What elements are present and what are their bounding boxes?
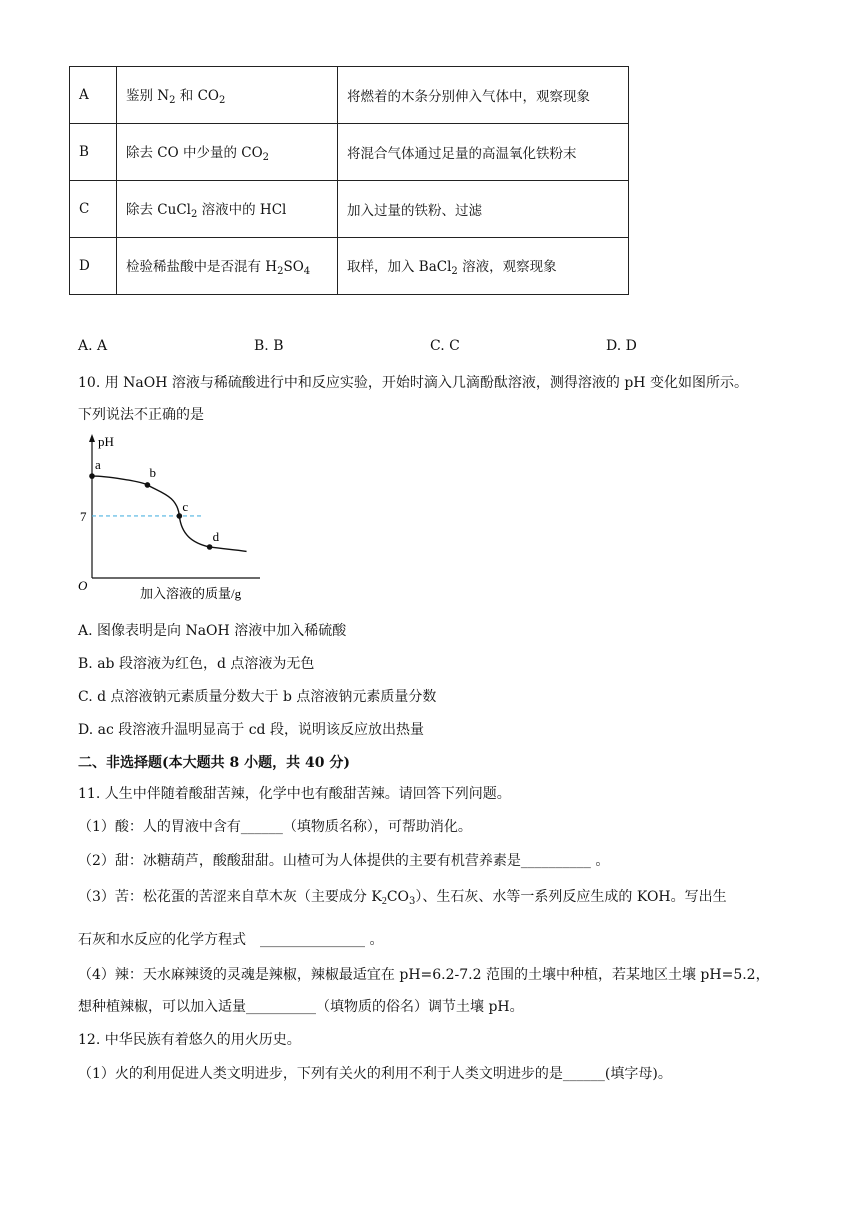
- row-purpose: 除去 CO 中少量的 $CO_2$: [117, 124, 338, 181]
- q9-choice-b[interactable]: B. B: [254, 338, 284, 354]
- options-table: [69, 66, 629, 295]
- q11-stem: 11. 人生中伴随着酸甜苦辣，化学中也有酸甜苦辣。请回答下列问题。: [78, 786, 511, 802]
- row-purpose: 鉴别 $N_2$ 和 $CO_2$: [117, 67, 338, 124]
- row-method: 取样，加入 BaCl$_2$ 溶液，观察现象: [338, 238, 629, 295]
- q9-choice-d[interactable]: D. D: [606, 338, 637, 354]
- row-method: 将燃着的木条分别伸入气体中，观察现象: [338, 67, 629, 124]
- table-row: [70, 238, 629, 295]
- point-label-b: b: [149, 464, 156, 480]
- chart-marks: [80, 457, 247, 551]
- row-method: 加入过量的铁粉、过滤: [338, 181, 629, 238]
- table-row: [70, 181, 629, 238]
- row-purpose: 除去 CuCl$_2$ 溶液中的 HCl: [117, 181, 338, 238]
- q11-part4-line1: （4）辣：天水麻辣烫的灵魂是辣椒，辣椒最适宜在 pH=6.2-7.2 范围的土壤中种植，若某地区土壤 pH=5.2，: [78, 967, 770, 983]
- point-label-a: a: [95, 457, 101, 473]
- table-row: [70, 67, 629, 124]
- q12-part1: （1）火的利用促进人类文明进步，下列有关火的利用不利于人类文明进步的是______(填字母)。: [78, 1066, 672, 1082]
- q9-choice-a[interactable]: A. A: [78, 338, 108, 354]
- row-key: A: [70, 67, 117, 124]
- point-a: [89, 473, 95, 479]
- q11-part3-line1: （3）苦：松花蛋的苦涩来自草木灰（主要成分 $K_2CO_3$）、生石灰、水等一系列反应生成的 KOH。写出生: [78, 889, 727, 907]
- row-purpose: 检验稀盐酸中是否混有 $H_2SO_4$: [117, 238, 338, 295]
- row-key: C: [70, 181, 117, 238]
- point-b: [145, 482, 151, 488]
- section-title: 二、非选择题(本大题共 8 小题，共 40 分): [78, 755, 350, 771]
- q10-stem-line1: 10. 用 NaOH 溶液与稀硫酸进行中和反应实验，开始时滴入几滴酚酞溶液，测得溶液的 pH 变化如图所示。: [78, 375, 748, 391]
- q11-part2: （2）甜：冰糖葫芦，酸酸甜甜。山楂可为人体提供的主要有机营养素是__________ 。: [78, 853, 610, 869]
- row-key: D: [70, 238, 117, 295]
- q11-part4-line2: 想种植辣椒，可以加入适量__________（填物质的俗名）调节土壤 pH。: [78, 999, 524, 1015]
- ph-curve: [92, 476, 247, 551]
- point-d: [207, 544, 213, 550]
- y-axis-label: pH: [98, 434, 114, 449]
- q10-choice-b[interactable]: B. ab 段溶液为红色，d 点溶液为无色: [78, 656, 315, 672]
- q9-choice-c[interactable]: C. C: [430, 338, 460, 354]
- table-row: [70, 124, 629, 181]
- x-axis-label: 加入溶液的质量/g: [140, 586, 242, 601]
- origin-label: O: [78, 578, 88, 593]
- q10-choice-c[interactable]: C. d 点溶液钠元素质量分数大于 b 点溶液钠元素质量分数: [78, 689, 437, 705]
- y-axis-arrow: [89, 434, 95, 442]
- row-key: B: [70, 124, 117, 181]
- q12-stem: 12. 中华民族有着悠久的用火历史。: [78, 1032, 301, 1048]
- ph-chart: [70, 430, 270, 610]
- point-label-c: c: [182, 498, 189, 514]
- q10-choice-d[interactable]: D. ac 段溶液升温明显高于 cd 段，说明该反应放出热量: [78, 722, 424, 738]
- q10-stem-line2: 下列说法不正确的是: [78, 407, 204, 423]
- q11-part3-line2: 石灰和水反应的化学方程式 _______________ 。: [78, 932, 384, 948]
- q10-choice-a[interactable]: A. 图像表明是向 NaOH 溶液中加入稀硫酸: [78, 623, 347, 639]
- ph-7-tick-label: 7: [80, 508, 87, 524]
- q11-part1: （1）酸：人的胃液中含有______（填物质名称），可帮助消化。: [78, 819, 472, 835]
- point-c: [177, 513, 183, 519]
- point-label-d: d: [212, 528, 220, 544]
- row-method: 将混合气体通过足量的高温氧化铁粉末: [338, 124, 629, 181]
